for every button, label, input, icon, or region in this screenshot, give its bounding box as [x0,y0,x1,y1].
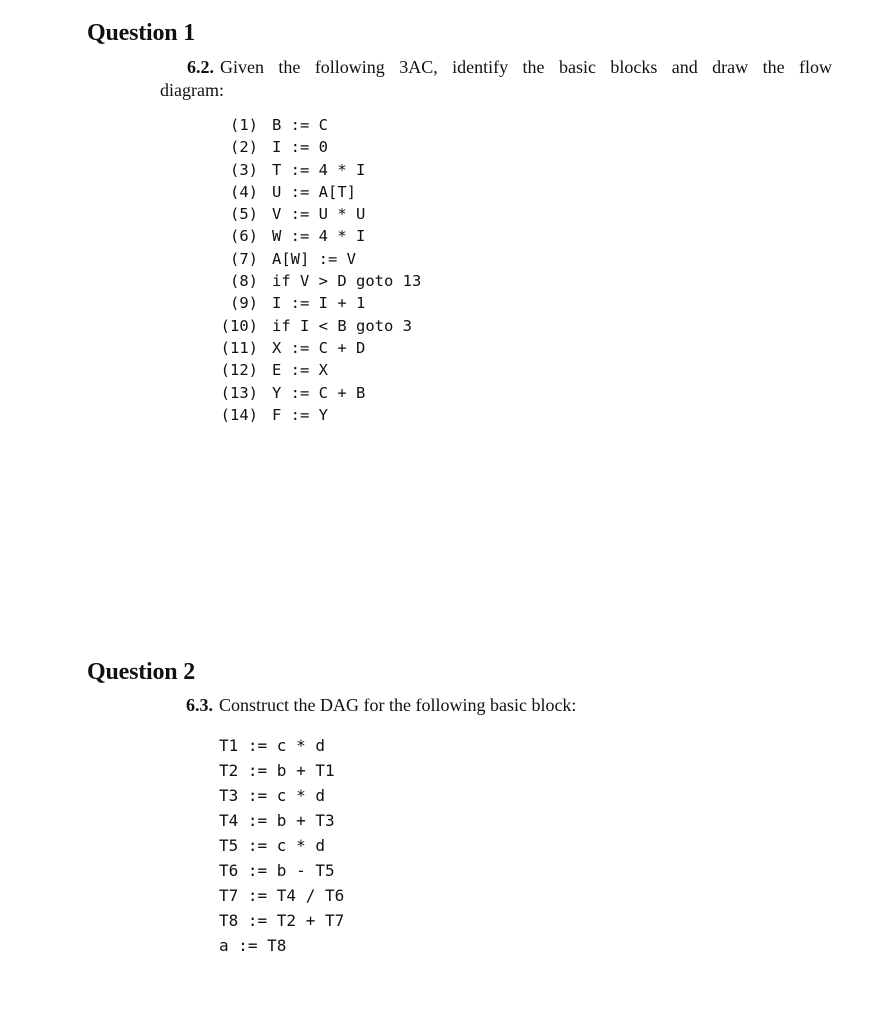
code-statement: B := C [272,116,328,134]
question-1-heading: Question 1 [87,20,196,46]
code-line: T2 := b + T1 [219,761,335,780]
question-2-code-listing [219,733,344,958]
line-number: (11) [220,338,258,357]
line-number: (5) [230,205,258,224]
question-2-prompt [186,694,786,717]
line-number: (13) [220,383,258,402]
line-number: (12) [220,361,258,380]
line-number: (2) [230,138,258,157]
code-line: T6 := b - T5 [219,861,335,880]
code-line [214,225,421,247]
line-number: (8) [230,272,258,291]
code-line [214,203,421,225]
question-2-prompt-text: Construct the DAG for the following basic block: [219,695,577,715]
line-number: (10) [220,316,258,335]
code-line [214,359,421,381]
line-number: (4) [230,182,258,201]
code-line [214,159,421,181]
code-statement: Y := C + B [272,383,366,402]
code-statement: I := I + 1 [272,294,366,313]
code-line: a := T8 [219,936,287,955]
code-line [214,337,421,359]
code-statement: T := 4 * I [272,160,366,179]
line-number: (7) [230,249,258,268]
code-line: T7 := T4 / T6 [219,886,345,905]
question-1-code-listing [214,114,421,426]
question-1-prompt-text: Given the following 3AC, identify the basic blocks and draw the flow [220,57,832,77]
code-line [214,382,421,404]
code-line [214,114,421,136]
code-line [214,292,421,314]
code-line [214,270,421,292]
question-2-exercise-number: 6.3. [186,695,213,715]
code-statement: U := A[T] [272,182,356,201]
code-line [214,315,421,337]
code-statement: W := 4 * I [272,227,366,246]
code-line [214,181,421,203]
code-line [214,404,421,426]
code-line: T8 := T2 + T7 [219,911,345,930]
code-line [214,136,421,158]
line-number: (9) [230,294,258,313]
code-line: T3 := c * d [219,786,325,805]
code-statement: V := U * U [272,205,366,224]
line-number: (1) [230,116,258,134]
code-statement: if V > D goto 13 [272,272,422,291]
question-1-exercise-number: 6.2. [187,57,214,77]
code-line: T5 := c * d [219,836,325,855]
code-statement: E := X [272,361,328,380]
line-number: (14) [220,405,258,424]
question-2-heading: Question 2 [87,659,196,685]
code-line [214,248,421,270]
code-line: T4 := b + T3 [219,811,335,830]
code-statement: X := C + D [272,338,366,357]
line-number: (6) [230,227,258,246]
question-1-prompt-line-1 [160,56,832,79]
code-line: T1 := c * d [219,736,325,755]
question-1-prompt [160,56,832,102]
code-statement: A[W] := V [272,249,356,268]
question-1-prompt-line-2: diagram: [160,80,224,100]
code-statement: I := 0 [272,138,328,157]
line-number: (3) [230,160,258,179]
code-statement: if I < B goto 3 [272,316,412,335]
code-statement: F := Y [272,405,328,424]
